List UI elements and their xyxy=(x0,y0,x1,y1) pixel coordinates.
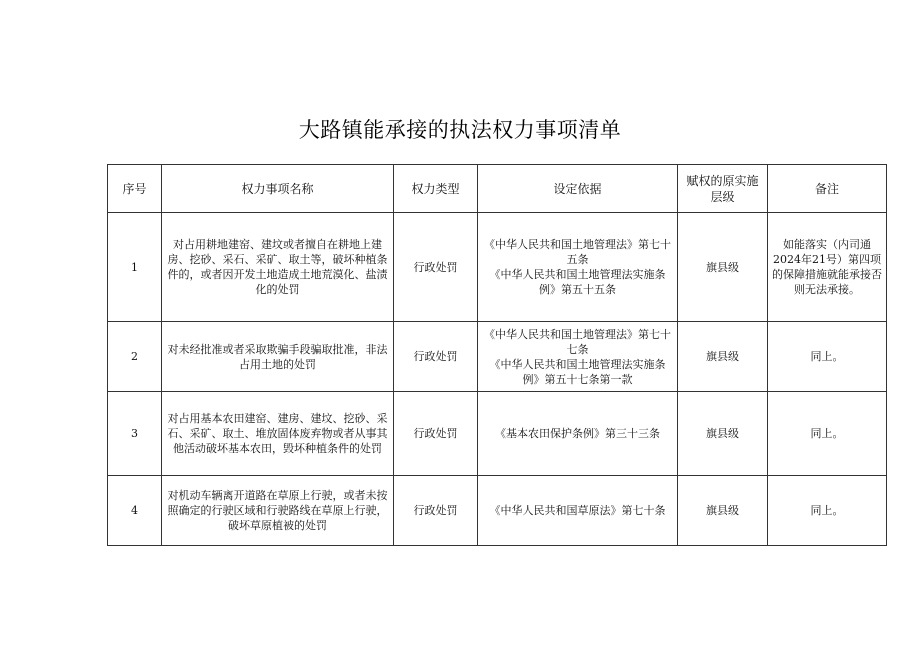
cell-power-name: 对占用基本农田建窑、建房、建坟、挖砂、采石、采矿、取土、堆放固体废弃物或者从事其他活动破坏基本农田，毁坏种植条件的处罚 xyxy=(162,392,394,476)
cell-basis xyxy=(478,322,678,392)
basis-line: 《中华人民共和国土地管理法实施条例》第五十五条 xyxy=(489,268,666,296)
header-name: 权力事项名称 xyxy=(162,165,394,213)
basis-line: 《中华人民共和国草原法》第七十条 xyxy=(489,504,666,517)
cell-power-type: 行政处罚 xyxy=(394,392,478,476)
cell-seq: 2 xyxy=(108,322,162,392)
cell-power-name: 对未经批准或者采取欺骗手段骗取批准，非法占用土地的处罚 xyxy=(162,322,394,392)
table-row xyxy=(108,476,887,546)
cell-basis xyxy=(478,476,678,546)
power-items-table xyxy=(107,164,887,546)
table-row xyxy=(108,392,887,476)
cell-power-type: 行政处罚 xyxy=(394,213,478,322)
cell-seq: 1 xyxy=(108,213,162,322)
cell-power-type: 行政处罚 xyxy=(394,476,478,546)
cell-note: 如能落实（内司通2024年21号）第四项的保障措施就能承接否则无法承接。 xyxy=(768,213,887,322)
header-note: 备注 xyxy=(768,165,887,213)
page-title: 大路镇能承接的执法权力事项清单 xyxy=(298,118,622,142)
cell-power-name: 对占用耕地建窑、建坟或者擅自在耕地上建房、挖砂、采石、采矿、取土等，破坏种植条件的，或者因开发土地造成土地荒漠化、盐渍化的处罚 xyxy=(162,213,394,322)
basis-line: 《中华人民共和国土地管理法实施条例》第五十七条第一款 xyxy=(489,357,666,386)
cell-power-type: 行政处罚 xyxy=(394,322,478,392)
header-basis: 设定依据 xyxy=(478,165,678,213)
basis-line: 《中华人民共和国土地管理法》第七十七条 xyxy=(484,327,671,356)
cell-basis xyxy=(478,213,678,322)
cell-level: 旗县级 xyxy=(678,213,768,322)
basis-line: 《中华人民共和国土地管理法》第七十五条 xyxy=(484,238,671,266)
table-row xyxy=(108,322,887,392)
cell-seq: 3 xyxy=(108,392,162,476)
cell-note: 同上。 xyxy=(768,392,887,476)
cell-seq: 4 xyxy=(108,476,162,546)
cell-level: 旗县级 xyxy=(678,322,768,392)
header-type: 权力类型 xyxy=(394,165,478,213)
header-level: 赋权的原实施层级 xyxy=(678,165,768,213)
cell-power-name: 对机动车辆离开道路在草原上行驶，或者未按照确定的行驶区域和行驶路线在草原上行驶，破坏草原植被的处罚 xyxy=(162,476,394,546)
cell-note: 同上。 xyxy=(768,476,887,546)
cell-level: 旗县级 xyxy=(678,392,768,476)
cell-note: 同上。 xyxy=(768,322,887,392)
basis-line: 《基本农田保护条例》第三十三条 xyxy=(495,427,660,440)
cell-basis xyxy=(478,392,678,476)
table-row xyxy=(108,213,887,322)
header-seq: 序号 xyxy=(108,165,162,213)
cell-level: 旗县级 xyxy=(678,476,768,546)
table-header-row xyxy=(108,165,887,213)
